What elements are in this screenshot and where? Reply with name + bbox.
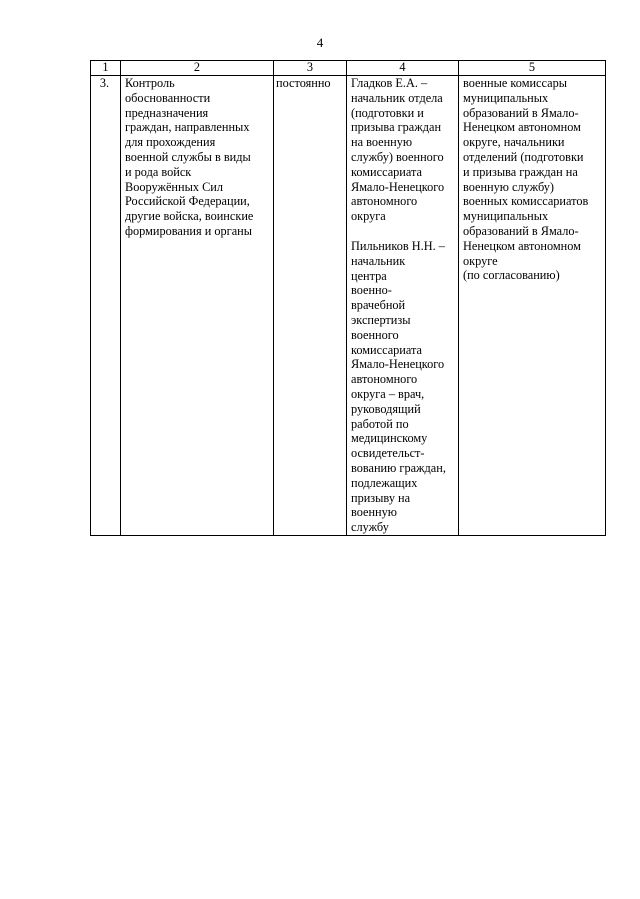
page-number: 4 (316, 35, 324, 50)
header-cell-1: 1 (91, 61, 121, 76)
table-row (91, 76, 606, 536)
table-header-row (91, 61, 606, 76)
responsible-cell (347, 76, 459, 536)
responsible-person-2: Пильников Н.Н. – начальник центра военно- врачебной экспертизы военного комиссариата Ямало-Ненецкого автономного округа – врач, руководящий работой по медицинскому освидетельст- вованию граждан, подлежащих призыву на военную службу (351, 238, 446, 535)
row-number-cell: 3. (91, 76, 121, 536)
task-cell: Контроль обоснованности предназначения граждан, направленных для прохождения военной службы в виды и рода войск Вооружённых Сил Российской Федерации, другие войска, воинские формирования и органы (121, 76, 274, 536)
header-cell-2: 2 (121, 61, 274, 76)
term-cell: постоянно (274, 76, 347, 536)
coexecutors-cell: военные комиссары муниципальных образований в Ямало- Ненецком автономном округе, начальники отделений (подготовки и призыва граждан на военную службу) военных комиссариатов муниципальных образований в Ямало- Ненецком автономном округе (по согласованию) (459, 76, 606, 536)
responsible-gap (351, 224, 456, 239)
responsible-person-1: Гладков Е.А. – начальник отдела (подготовки и призыва граждан на военную службу) военного комиссариата Ямало-Ненецкого автономного округа (351, 76, 445, 224)
header-cell-3: 3 (274, 61, 347, 76)
header-cell-5: 5 (459, 61, 606, 76)
plan-table (90, 60, 606, 536)
header-cell-4: 4 (347, 61, 459, 76)
